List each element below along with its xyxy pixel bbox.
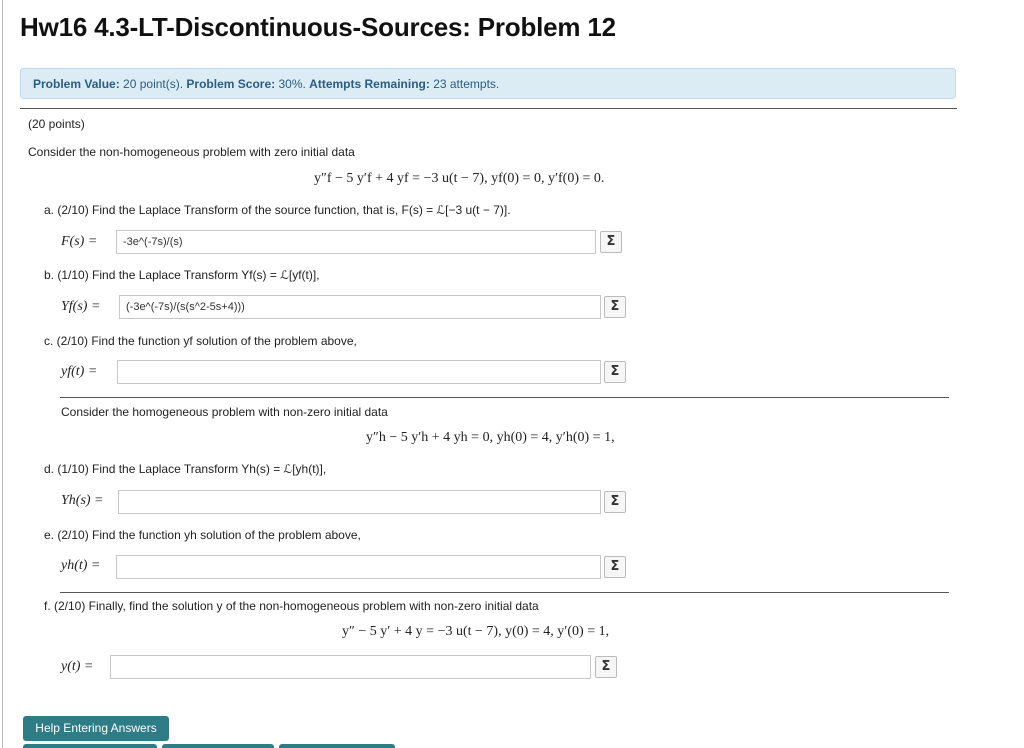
problem-score: 30%.: [278, 77, 306, 91]
part-d-answer-input[interactable]: [118, 490, 601, 514]
part-d-label: Yh(s) =: [61, 493, 104, 508]
part-d-question: d. (1/10) Find the Laplace Transform Yh(s) = ℒ[yh(t)],: [44, 462, 327, 476]
part-e-question: e. (2/10) Find the function yh solution of the problem above,: [44, 528, 361, 542]
intro-homogeneous: Consider the homogeneous problem with non-zero initial data: [61, 405, 388, 419]
part-b-answer-input[interactable]: [119, 295, 601, 319]
part-b-sigma-icon[interactable]: Σ: [604, 296, 626, 318]
part-e-sigma-icon[interactable]: Σ: [604, 556, 626, 578]
part-a-question: a. (2/10) Find the Laplace Transform of the source function, that is, F(s) = ℒ[−3 u(t − 7)].: [44, 203, 511, 217]
points-text: (20 points): [28, 117, 85, 131]
bottom-button-2[interactable]: [162, 744, 274, 748]
part-d-sigma-icon[interactable]: Σ: [604, 491, 626, 513]
part-f-answer-input[interactable]: [110, 655, 591, 679]
section-divider-1: [60, 397, 949, 398]
attempts-remaining: 23 attempts.: [433, 77, 500, 91]
part-c-sigma-icon[interactable]: Σ: [604, 361, 626, 383]
problem-value: 20 point(s).: [123, 77, 184, 91]
attempts-remaining-label: Attempts Remaining:: [309, 77, 430, 91]
page-title: Hw16 4.3-LT-Discontinuous-Sources: Problem 12: [20, 12, 616, 42]
part-f-label: y(t) =: [61, 659, 94, 674]
part-e-label: yh(t) =: [61, 558, 101, 573]
problem-score-label: Problem Score:: [186, 77, 276, 91]
part-a-sigma-icon[interactable]: Σ: [600, 231, 622, 253]
top-divider: [20, 108, 957, 109]
equation-combined: y″ − 5 y′ + 4 y = −3 u(t − 7), y(0) = 4, y′(0) = 1,: [342, 624, 610, 639]
part-f-sigma-icon[interactable]: Σ: [595, 656, 617, 678]
part-a-answer-input[interactable]: [116, 230, 596, 254]
part-c-label: yf(t) =: [61, 364, 98, 379]
problem-value-label: Problem Value:: [33, 77, 120, 91]
equation-homogeneous: y″h − 5 y′h + 4 yh = 0, yh(0) = 4, y′h(0) = 1,: [366, 430, 615, 445]
part-b-question: b. (1/10) Find the Laplace Transform Yf(s) = ℒ[yf(t)],: [44, 268, 320, 282]
section-divider-2: [60, 592, 949, 593]
part-c-answer-input[interactable]: [117, 360, 601, 384]
part-c-question: c. (2/10) Find the function yf solution of the problem above,: [44, 334, 357, 348]
help-entering-answers-button[interactable]: Help Entering Answers: [23, 716, 169, 741]
part-b-label: Yf(s) =: [61, 299, 101, 314]
page-left-border: [2, 0, 3, 748]
bottom-button-3[interactable]: [279, 744, 395, 748]
part-a-label: F(s) =: [61, 234, 98, 249]
intro-nonhomogeneous: Consider the non-homogeneous problem with zero initial data: [28, 145, 355, 159]
bottom-button-1[interactable]: [23, 744, 157, 748]
part-e-answer-input[interactable]: [116, 555, 601, 579]
problem-info-box: [20, 68, 956, 99]
part-f-question: f. (2/10) Finally, find the solution y of the non-homogeneous problem with non-zero initial data: [44, 599, 539, 613]
equation-nonhomogeneous: y″f − 5 y′f + 4 yf = −3 u(t − 7), yf(0) = 0, y′f(0) = 0.: [314, 171, 605, 186]
